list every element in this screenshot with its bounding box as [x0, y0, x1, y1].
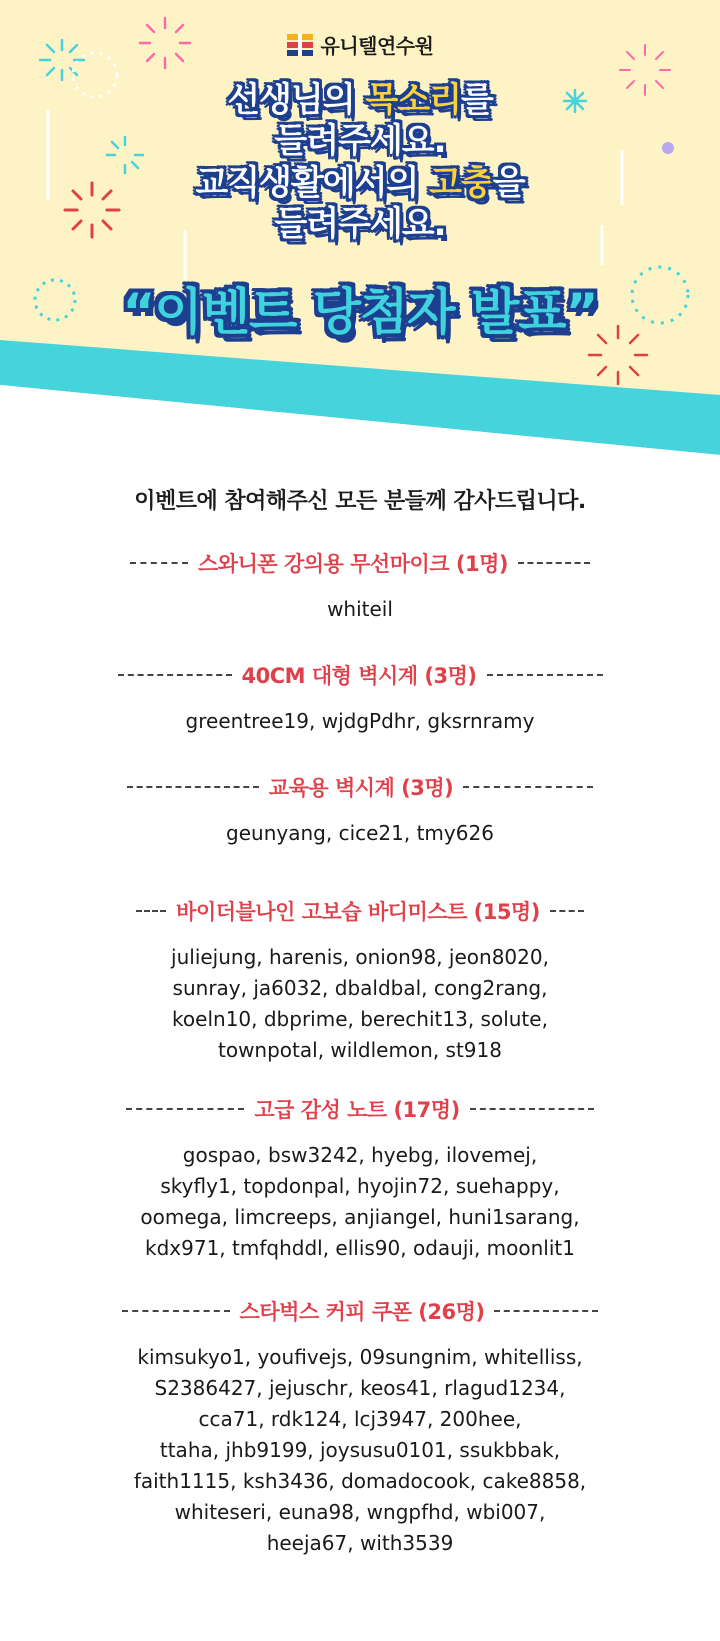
winner-line: townpotal, wildlemon, st918 [218, 1038, 502, 1062]
winner-line: greentree19, wjdgPdhr, gksrnramy [185, 709, 535, 733]
winner-list [0, 1140, 720, 1264]
dashed-divider [518, 562, 590, 564]
prize-header [0, 772, 720, 802]
winner-line: sunray, ja6032, dbaldbal, cong2rang, [172, 976, 548, 1000]
winner-line: gospao, bsw3242, hyebg, ilovemej, [182, 1143, 538, 1167]
winner-line: oomega, limcreeps, anjiangel, huni1sarang, [140, 1205, 580, 1229]
prize-section [0, 548, 720, 625]
winner-line: koeln10, dbprime, berechit13, solute, [172, 1007, 548, 1031]
dashed-divider [127, 786, 259, 788]
winner-line: S2386427, jejuschr, keos41, rlagud1234, [154, 1376, 566, 1400]
prize-label: 바이더블나인 고보습 바디미스트 (15명) [176, 900, 540, 924]
winner-line: geunyang, cice21, tmy626 [226, 821, 494, 845]
prize-label: 교육용 벽시계 (3명) [268, 776, 454, 800]
event-title: “이벤트 당첨자 발표” [122, 283, 598, 341]
prize-header [0, 548, 720, 578]
dashed-divider [463, 786, 593, 788]
prize-header [0, 1296, 720, 1326]
winner-line: cca71, rdk124, lcj3947, 200hee, [198, 1407, 522, 1431]
winner-list [0, 594, 720, 625]
unitel-logo-icon [287, 34, 313, 56]
winner-line: kdx971, tmfqhddl, ellis90, odauji, moonlit1 [145, 1236, 575, 1260]
prize-header [0, 896, 720, 926]
winner-line: whiteil [327, 597, 393, 621]
prize-header [0, 660, 720, 690]
prize-section [0, 772, 720, 849]
dashed-divider [126, 1108, 244, 1110]
headline-line-4: 들려주세요. [274, 204, 446, 245]
headline-line-2: 들려주세요. [274, 121, 446, 162]
dashed-divider [494, 1310, 598, 1312]
dashed-divider [136, 910, 166, 912]
dashed-divider [130, 562, 188, 564]
prize-section [0, 1094, 720, 1264]
headline-line-1: 선생님의 목소리를 [227, 80, 493, 120]
prize-section [0, 1296, 720, 1559]
prize-section [0, 660, 720, 737]
prize-label: 스와니폰 강의용 무선마이크 (1명) [198, 552, 508, 576]
thanks-message: 이벤트에 참여해주신 모든 분들께 감사드립니다. [134, 489, 586, 514]
winner-line: ttaha, jhb9199, joysusu0101, ssukbbak, [159, 1438, 561, 1462]
winner-list [0, 706, 720, 737]
prize-label: 스타벅스 커피 쿠폰 (26명) [239, 1300, 485, 1324]
prize-label: 40CM 대형 벽시계 (3명) [241, 664, 477, 688]
dashed-divider [487, 674, 603, 676]
winner-line: faith1115, ksh3436, domadocook, cake8858, [133, 1469, 587, 1493]
winner-list [0, 818, 720, 849]
winner-list [0, 1342, 720, 1559]
logo-text: 유니텔연수원 [320, 34, 434, 58]
dashed-divider [122, 1310, 230, 1312]
winner-list [0, 942, 720, 1066]
dashed-divider [470, 1108, 594, 1110]
headline [0, 80, 720, 246]
winner-line: skyfly1, topdonpal, hyojin72, suehappy, [160, 1174, 560, 1198]
brand-logo [0, 30, 720, 59]
dashed-divider [118, 674, 232, 676]
headline-line-3: 교직생활에서의 고충을 [195, 162, 525, 203]
dashed-divider [550, 910, 584, 912]
winner-line: juliejung, harenis, onion98, jeon8020, [171, 945, 549, 969]
prize-section [0, 896, 720, 1066]
header-banner [0, 0, 720, 460]
prize-label: 고급 감성 노트 (17명) [254, 1098, 460, 1122]
winner-line: heeja67, with3539 [266, 1531, 454, 1555]
prize-header [0, 1094, 720, 1124]
winner-line: whiteseri, euna98, wngpfhd, wbi007, [174, 1500, 546, 1524]
winner-line: kimsukyo1, youfivejs, 09sungnim, whitelliss, [137, 1345, 583, 1369]
